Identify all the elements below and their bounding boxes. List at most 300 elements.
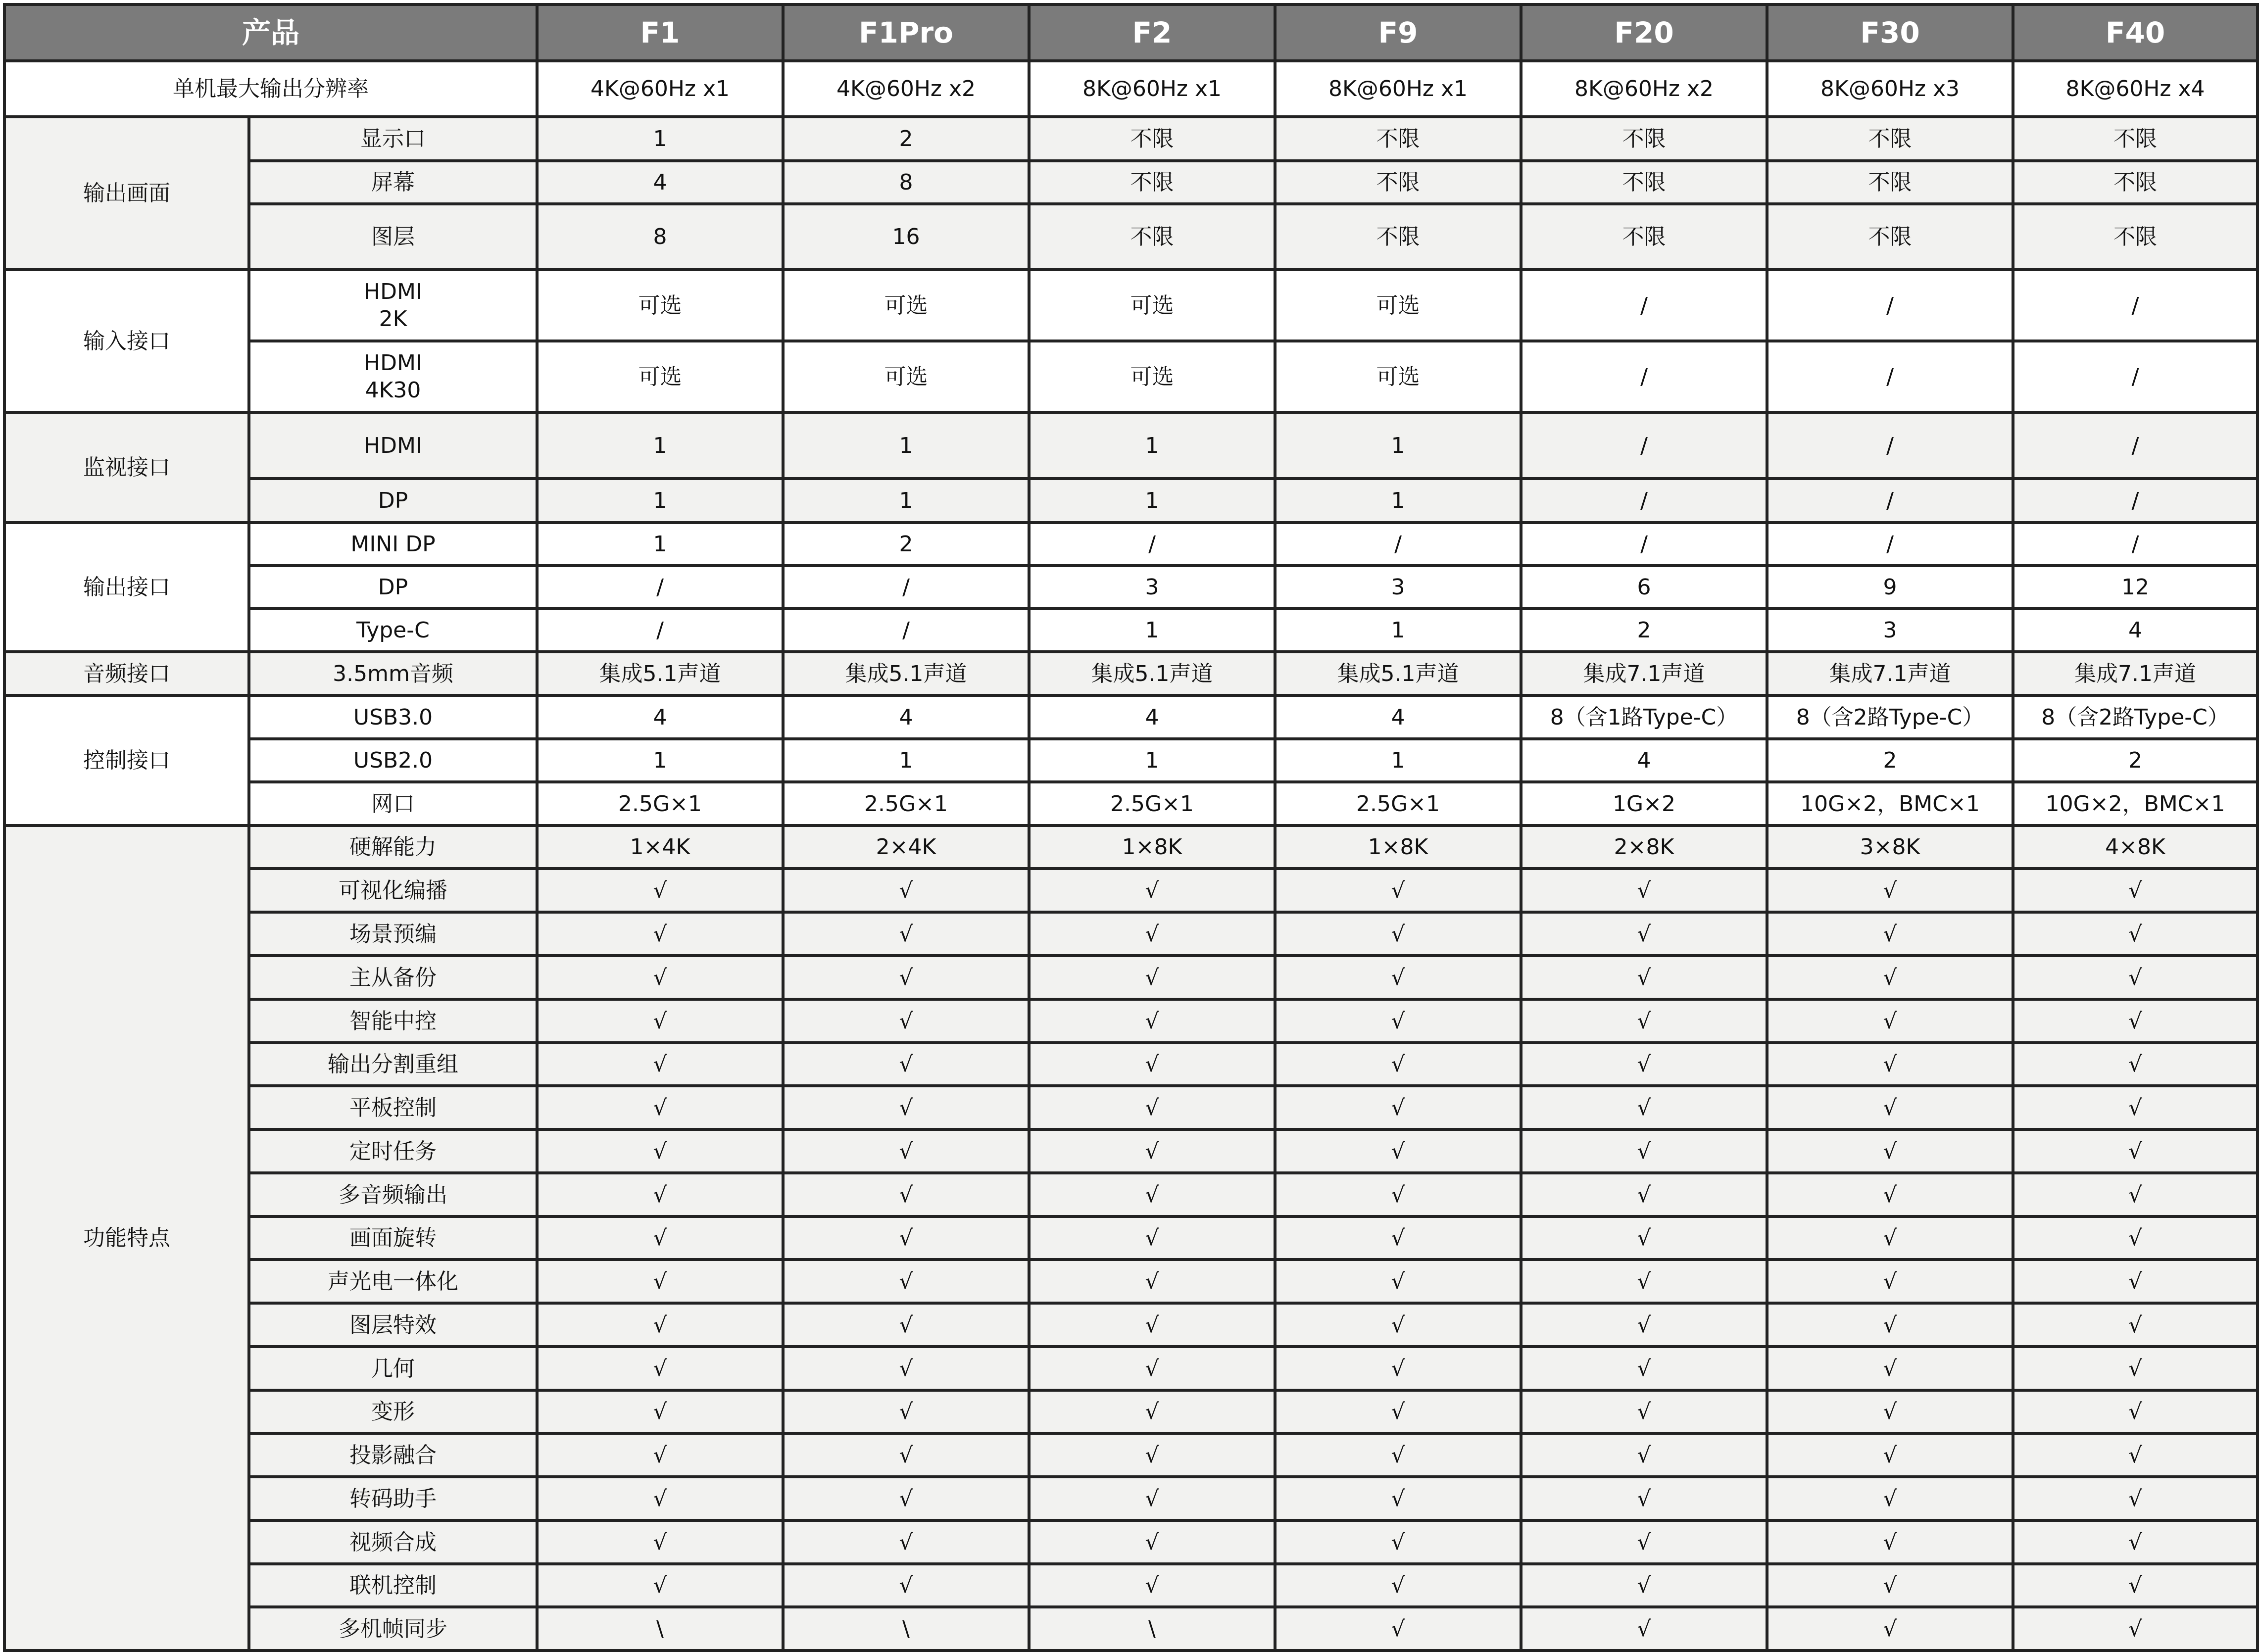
cell-value: / [1521,270,1767,341]
cell-value: / [1029,523,1275,566]
cell-value: √ [1029,1433,1275,1477]
cell-value: √ [1521,1520,1767,1564]
cell-value: 1 [1275,739,1521,782]
cell-value: √ [2013,1347,2258,1390]
cell-value: 8 [537,204,783,270]
cell-value: √ [783,956,1029,999]
cell-value: 8 [783,161,1029,204]
cell-value: √ [2013,956,2258,999]
table-row [4,204,2258,270]
row-label: 图层特效 [249,1303,537,1347]
cell-value: 2×4K [783,826,1029,869]
cell-value: 2.5G×1 [1275,782,1521,826]
cell-value: 4 [1029,695,1275,739]
cell-value: √ [2013,869,2258,912]
cell-value: √ [1029,1347,1275,1390]
cell-value: √ [2013,1303,2258,1347]
cell-value: 1 [1029,479,1275,523]
group-label-output-ports: 输出接口 [4,523,249,652]
cell-value: √ [1767,1433,2013,1477]
row-label: 多机帧同步 [249,1607,537,1651]
table-row [4,912,2258,956]
cell-value: √ [1029,1520,1275,1564]
row-label: 转码助手 [249,1477,537,1520]
row-label: 投影融合 [249,1433,537,1477]
cell-value: √ [1275,912,1521,956]
table-row [4,1086,2258,1129]
cell-value: 2 [2013,739,2258,782]
cell-value: 4 [537,161,783,204]
cell-value: √ [783,912,1029,956]
cell-value: √ [1767,999,2013,1043]
cell-value: √ [1275,1173,1521,1216]
cell-value: \ [783,1607,1029,1651]
cell-value: √ [1767,1173,2013,1216]
cell-value: √ [2013,1477,2258,1520]
cell-value: 不限 [1521,161,1767,204]
resolution-value: 8K@60Hz x2 [1521,61,1767,117]
cell-value: 1 [1029,412,1275,479]
cell-value: / [2013,341,2258,412]
row-label: 主从备份 [249,956,537,999]
cell-value: √ [2013,912,2258,956]
resolution-value: 8K@60Hz x1 [1029,61,1275,117]
cell-value: √ [783,1390,1029,1433]
cell-value: √ [783,1347,1029,1390]
cell-value: √ [1275,1216,1521,1260]
cell-value: 1 [537,479,783,523]
cell-value: √ [2013,1433,2258,1477]
cell-value: 4 [1521,739,1767,782]
cell-value: √ [1767,1303,2013,1347]
row-label: 定时任务 [249,1129,537,1173]
cell-value: 1 [1029,609,1275,652]
cell-value: √ [783,1477,1029,1520]
row-label: DP [249,479,537,523]
group-label-audio-ports: 音频接口 [4,652,249,695]
row-label: 场景预编 [249,912,537,956]
cell-value: √ [783,1086,1029,1129]
cell-value: 3 [1029,566,1275,609]
cell-value: √ [1521,1173,1767,1216]
cell-value: 1 [537,117,783,161]
cell-value: 不限 [1275,161,1521,204]
cell-value: / [783,609,1029,652]
row-label: 屏幕 [249,161,537,204]
table-row [4,1129,2258,1173]
cell-value: 2 [1521,609,1767,652]
cell-value: 6 [1521,566,1767,609]
cell-value: 可选 [537,270,783,341]
cell-value: √ [537,1477,783,1520]
cell-value: √ [1521,1607,1767,1651]
cell-value: 9 [1767,566,2013,609]
cell-value: √ [1275,1477,1521,1520]
table-row [4,1607,2258,1651]
table-row [4,826,2258,869]
cell-value: / [2013,412,2258,479]
cell-value: √ [537,1043,783,1086]
resolution-value: 8K@60Hz x3 [1767,61,2013,117]
cell-value: / [1521,341,1767,412]
cell-value: √ [1029,1173,1275,1216]
cell-value: 不限 [1275,117,1521,161]
cell-value: 8（含2路Type-C） [1767,695,2013,739]
cell-value: 1×4K [537,826,783,869]
table-row [4,270,2258,341]
header-model-f30: F30 [1767,4,2013,61]
table-row [4,695,2258,739]
table-row [4,479,2258,523]
cell-value: √ [1767,1129,2013,1173]
cell-value: 1×8K [1275,826,1521,869]
cell-value: √ [1275,1520,1521,1564]
cell-value: √ [1767,869,2013,912]
cell-value: √ [1767,1477,2013,1520]
header-model-f1: F1 [537,4,783,61]
cell-value: 8（含2路Type-C） [2013,695,2258,739]
cell-value: √ [1521,956,1767,999]
cell-value: 2 [783,117,1029,161]
cell-value: √ [537,1086,783,1129]
group-label-control-ports: 控制接口 [4,695,249,826]
cell-value: √ [783,1433,1029,1477]
header-model-f9: F9 [1275,4,1521,61]
cell-value: / [2013,523,2258,566]
table-row [4,869,2258,912]
table-row [4,1347,2258,1390]
cell-value: √ [783,1520,1029,1564]
cell-value: √ [1275,956,1521,999]
cell-value: 不限 [1029,161,1275,204]
cell-value: √ [783,1260,1029,1303]
cell-value: 2 [1767,739,2013,782]
cell-value: 集成7.1声道 [2013,652,2258,695]
cell-value: √ [783,869,1029,912]
cell-value: 集成7.1声道 [1767,652,2013,695]
table-row [4,652,2258,695]
cell-value: √ [2013,1564,2258,1607]
cell-value: / [537,566,783,609]
cell-value: √ [1521,999,1767,1043]
cell-value: / [2013,270,2258,341]
cell-value: √ [2013,1043,2258,1086]
row-label: MINI DP [249,523,537,566]
header-model-f1pro: F1Pro [783,4,1029,61]
cell-value: 10G×2，BMC×1 [1767,782,2013,826]
cell-value: √ [783,1173,1029,1216]
cell-value: 1 [1275,479,1521,523]
cell-value: √ [783,1129,1029,1173]
cell-value: 可选 [1029,341,1275,412]
cell-value: 1 [537,523,783,566]
cell-value: √ [1275,1086,1521,1129]
table-row [4,1260,2258,1303]
cell-value: √ [1521,912,1767,956]
table-row [4,566,2258,609]
cell-value: 可选 [783,270,1029,341]
cell-value: √ [2013,1607,2258,1651]
row-label: 图层 [249,204,537,270]
header-product-label: 产品 [4,4,537,61]
row-label: DP [249,566,537,609]
cell-value: √ [1029,1477,1275,1520]
cell-value: 1 [1275,412,1521,479]
cell-value: √ [1275,1390,1521,1433]
cell-value: 4 [537,695,783,739]
cell-value: 16 [783,204,1029,270]
cell-value: √ [2013,1129,2258,1173]
cell-value: √ [1275,999,1521,1043]
cell-value: 10G×2，BMC×1 [2013,782,2258,826]
table-row [4,161,2258,204]
resolution-label: 单机最大输出分辨率 [4,61,537,117]
cell-value: √ [1275,1303,1521,1347]
cell-value: 1G×2 [1521,782,1767,826]
row-label: Type-C [249,609,537,652]
cell-value: √ [1767,1520,2013,1564]
cell-value: \ [537,1607,783,1651]
row-label: USB3.0 [249,695,537,739]
table-row [4,1433,2258,1477]
cell-value: 集成7.1声道 [1521,652,1767,695]
cell-value: √ [1029,1086,1275,1129]
cell-value: √ [1275,1607,1521,1651]
cell-value: √ [537,999,783,1043]
cell-value: √ [1521,1043,1767,1086]
table-row [4,412,2258,479]
spec-comparison-table [3,3,2259,1652]
cell-value: √ [1029,1303,1275,1347]
cell-value: √ [2013,1216,2258,1260]
row-label: 联机控制 [249,1564,537,1607]
row-label: HDMI [249,412,537,479]
cell-value: √ [537,1216,783,1260]
table-row [4,1390,2258,1433]
table-row [4,1477,2258,1520]
cell-value: / [1275,523,1521,566]
cell-value: 集成5.1声道 [537,652,783,695]
cell-value: √ [1521,1564,1767,1607]
cell-value: √ [1029,912,1275,956]
cell-value: / [537,609,783,652]
resolution-value: 8K@60Hz x4 [2013,61,2258,117]
table-row [4,1520,2258,1564]
cell-value: 3×8K [1767,826,2013,869]
cell-value: √ [1767,1216,2013,1260]
row-label: 变形 [249,1390,537,1433]
cell-value: √ [537,1564,783,1607]
row-label: 智能中控 [249,999,537,1043]
cell-value: √ [1767,1347,2013,1390]
resolution-row [4,61,2258,117]
row-label: 3.5mm音频 [249,652,537,695]
cell-value: √ [1029,1390,1275,1433]
row-label: 声光电一体化 [249,1260,537,1303]
cell-value: √ [1029,1043,1275,1086]
cell-value: 1 [1029,739,1275,782]
cell-value: 可选 [537,341,783,412]
cell-value: 不限 [1521,204,1767,270]
cell-value: √ [2013,999,2258,1043]
row-label: 输出分割重组 [249,1043,537,1086]
cell-value: 4 [783,695,1029,739]
table-row [4,999,2258,1043]
table-row [4,1043,2258,1086]
cell-value: √ [537,1303,783,1347]
table-row [4,341,2258,412]
resolution-value: 8K@60Hz x1 [1275,61,1521,117]
group-label-output-display: 输出画面 [4,117,249,270]
cell-value: √ [537,1433,783,1477]
cell-value: 不限 [1767,204,2013,270]
cell-value: √ [1275,1433,1521,1477]
cell-value: 集成5.1声道 [1029,652,1275,695]
cell-value: √ [1029,1216,1275,1260]
cell-value: 不限 [1029,204,1275,270]
cell-value: 1 [783,412,1029,479]
cell-value: √ [1767,1607,2013,1651]
row-label: 平板控制 [249,1086,537,1129]
cell-value: √ [537,1260,783,1303]
row-label: 可视化编播 [249,869,537,912]
cell-value: √ [1767,956,2013,999]
cell-value: √ [1521,1477,1767,1520]
cell-value: 12 [2013,566,2258,609]
cell-value: √ [783,1043,1029,1086]
cell-value: √ [1521,1260,1767,1303]
header-model-f2: F2 [1029,4,1275,61]
table-row [4,523,2258,566]
cell-value: / [2013,479,2258,523]
cell-value: √ [1275,1347,1521,1390]
cell-value: 不限 [1521,117,1767,161]
group-label-monitor-ports: 监视接口 [4,412,249,523]
cell-value: √ [2013,1390,2258,1433]
row-label: 多音频输出 [249,1173,537,1216]
cell-value: √ [1029,1260,1275,1303]
cell-value: 不限 [1767,161,2013,204]
cell-value: 1 [783,479,1029,523]
cell-value: √ [1275,1564,1521,1607]
cell-value: √ [537,1347,783,1390]
cell-value: 可选 [1275,341,1521,412]
cell-value: √ [783,1564,1029,1607]
cell-value: √ [537,869,783,912]
resolution-value: 4K@60Hz x1 [537,61,783,117]
table-row [4,117,2258,161]
cell-value: / [1767,479,2013,523]
cell-value: √ [1521,869,1767,912]
cell-value: √ [1767,1086,2013,1129]
cell-value: √ [1029,869,1275,912]
header-row [4,4,2258,61]
table-row [4,739,2258,782]
cell-value: √ [537,912,783,956]
cell-value: 可选 [1029,270,1275,341]
cell-value: / [1521,523,1767,566]
cell-value: √ [537,956,783,999]
cell-value: / [1767,270,2013,341]
cell-value: √ [1521,1433,1767,1477]
cell-value: √ [1029,1129,1275,1173]
table-row [4,1564,2258,1607]
row-label: 网口 [249,782,537,826]
row-label: HDMI 4K30 [249,341,537,412]
row-label: 视频合成 [249,1520,537,1564]
cell-value: √ [537,1520,783,1564]
cell-value: 2.5G×1 [537,782,783,826]
cell-value: 2×8K [1521,826,1767,869]
cell-value: √ [2013,1260,2258,1303]
cell-value: √ [1521,1347,1767,1390]
cell-value: √ [537,1173,783,1216]
cell-value: √ [1029,999,1275,1043]
header-model-f20: F20 [1521,4,1767,61]
cell-value: √ [1767,1564,2013,1607]
cell-value: / [1521,412,1767,479]
cell-value: 集成5.1声道 [1275,652,1521,695]
cell-value: \ [1029,1607,1275,1651]
cell-value: √ [2013,1086,2258,1129]
cell-value: 3 [1275,566,1521,609]
cell-value: 集成5.1声道 [783,652,1029,695]
cell-value: √ [1029,1564,1275,1607]
cell-value: 不限 [2013,161,2258,204]
cell-value: 2.5G×1 [1029,782,1275,826]
cell-value: √ [1767,1260,2013,1303]
table-row [4,782,2258,826]
row-label: 硬解能力 [249,826,537,869]
row-label: 几何 [249,1347,537,1390]
cell-value: 不限 [2013,204,2258,270]
cell-value: √ [1029,956,1275,999]
cell-value: 不限 [1029,117,1275,161]
cell-value: 2 [783,523,1029,566]
cell-value: √ [1521,1303,1767,1347]
cell-value: √ [537,1390,783,1433]
row-label: 画面旋转 [249,1216,537,1260]
table-row [4,1303,2258,1347]
cell-value: 可选 [1275,270,1521,341]
resolution-value: 4K@60Hz x2 [783,61,1029,117]
group-label-input-ports: 输入接口 [4,270,249,412]
cell-value: 1 [537,739,783,782]
cell-value: √ [537,1129,783,1173]
cell-value: 1 [1275,609,1521,652]
cell-value: √ [1767,912,2013,956]
cell-value: √ [2013,1173,2258,1216]
cell-value: 可选 [783,341,1029,412]
cell-value: 3 [1767,609,2013,652]
cell-value: √ [783,999,1029,1043]
cell-value: √ [1521,1390,1767,1433]
cell-value: √ [1767,1043,2013,1086]
cell-value: √ [1275,1129,1521,1173]
row-label: 显示口 [249,117,537,161]
cell-value: / [1521,479,1767,523]
table-row [4,956,2258,999]
cell-value: / [1767,412,2013,479]
cell-value: 不限 [2013,117,2258,161]
cell-value: √ [1767,1390,2013,1433]
cell-value: √ [2013,1520,2258,1564]
cell-value: √ [783,1303,1029,1347]
cell-value: / [1767,523,2013,566]
cell-value: 1 [537,412,783,479]
cell-value: 4 [1275,695,1521,739]
cell-value: 2.5G×1 [783,782,1029,826]
